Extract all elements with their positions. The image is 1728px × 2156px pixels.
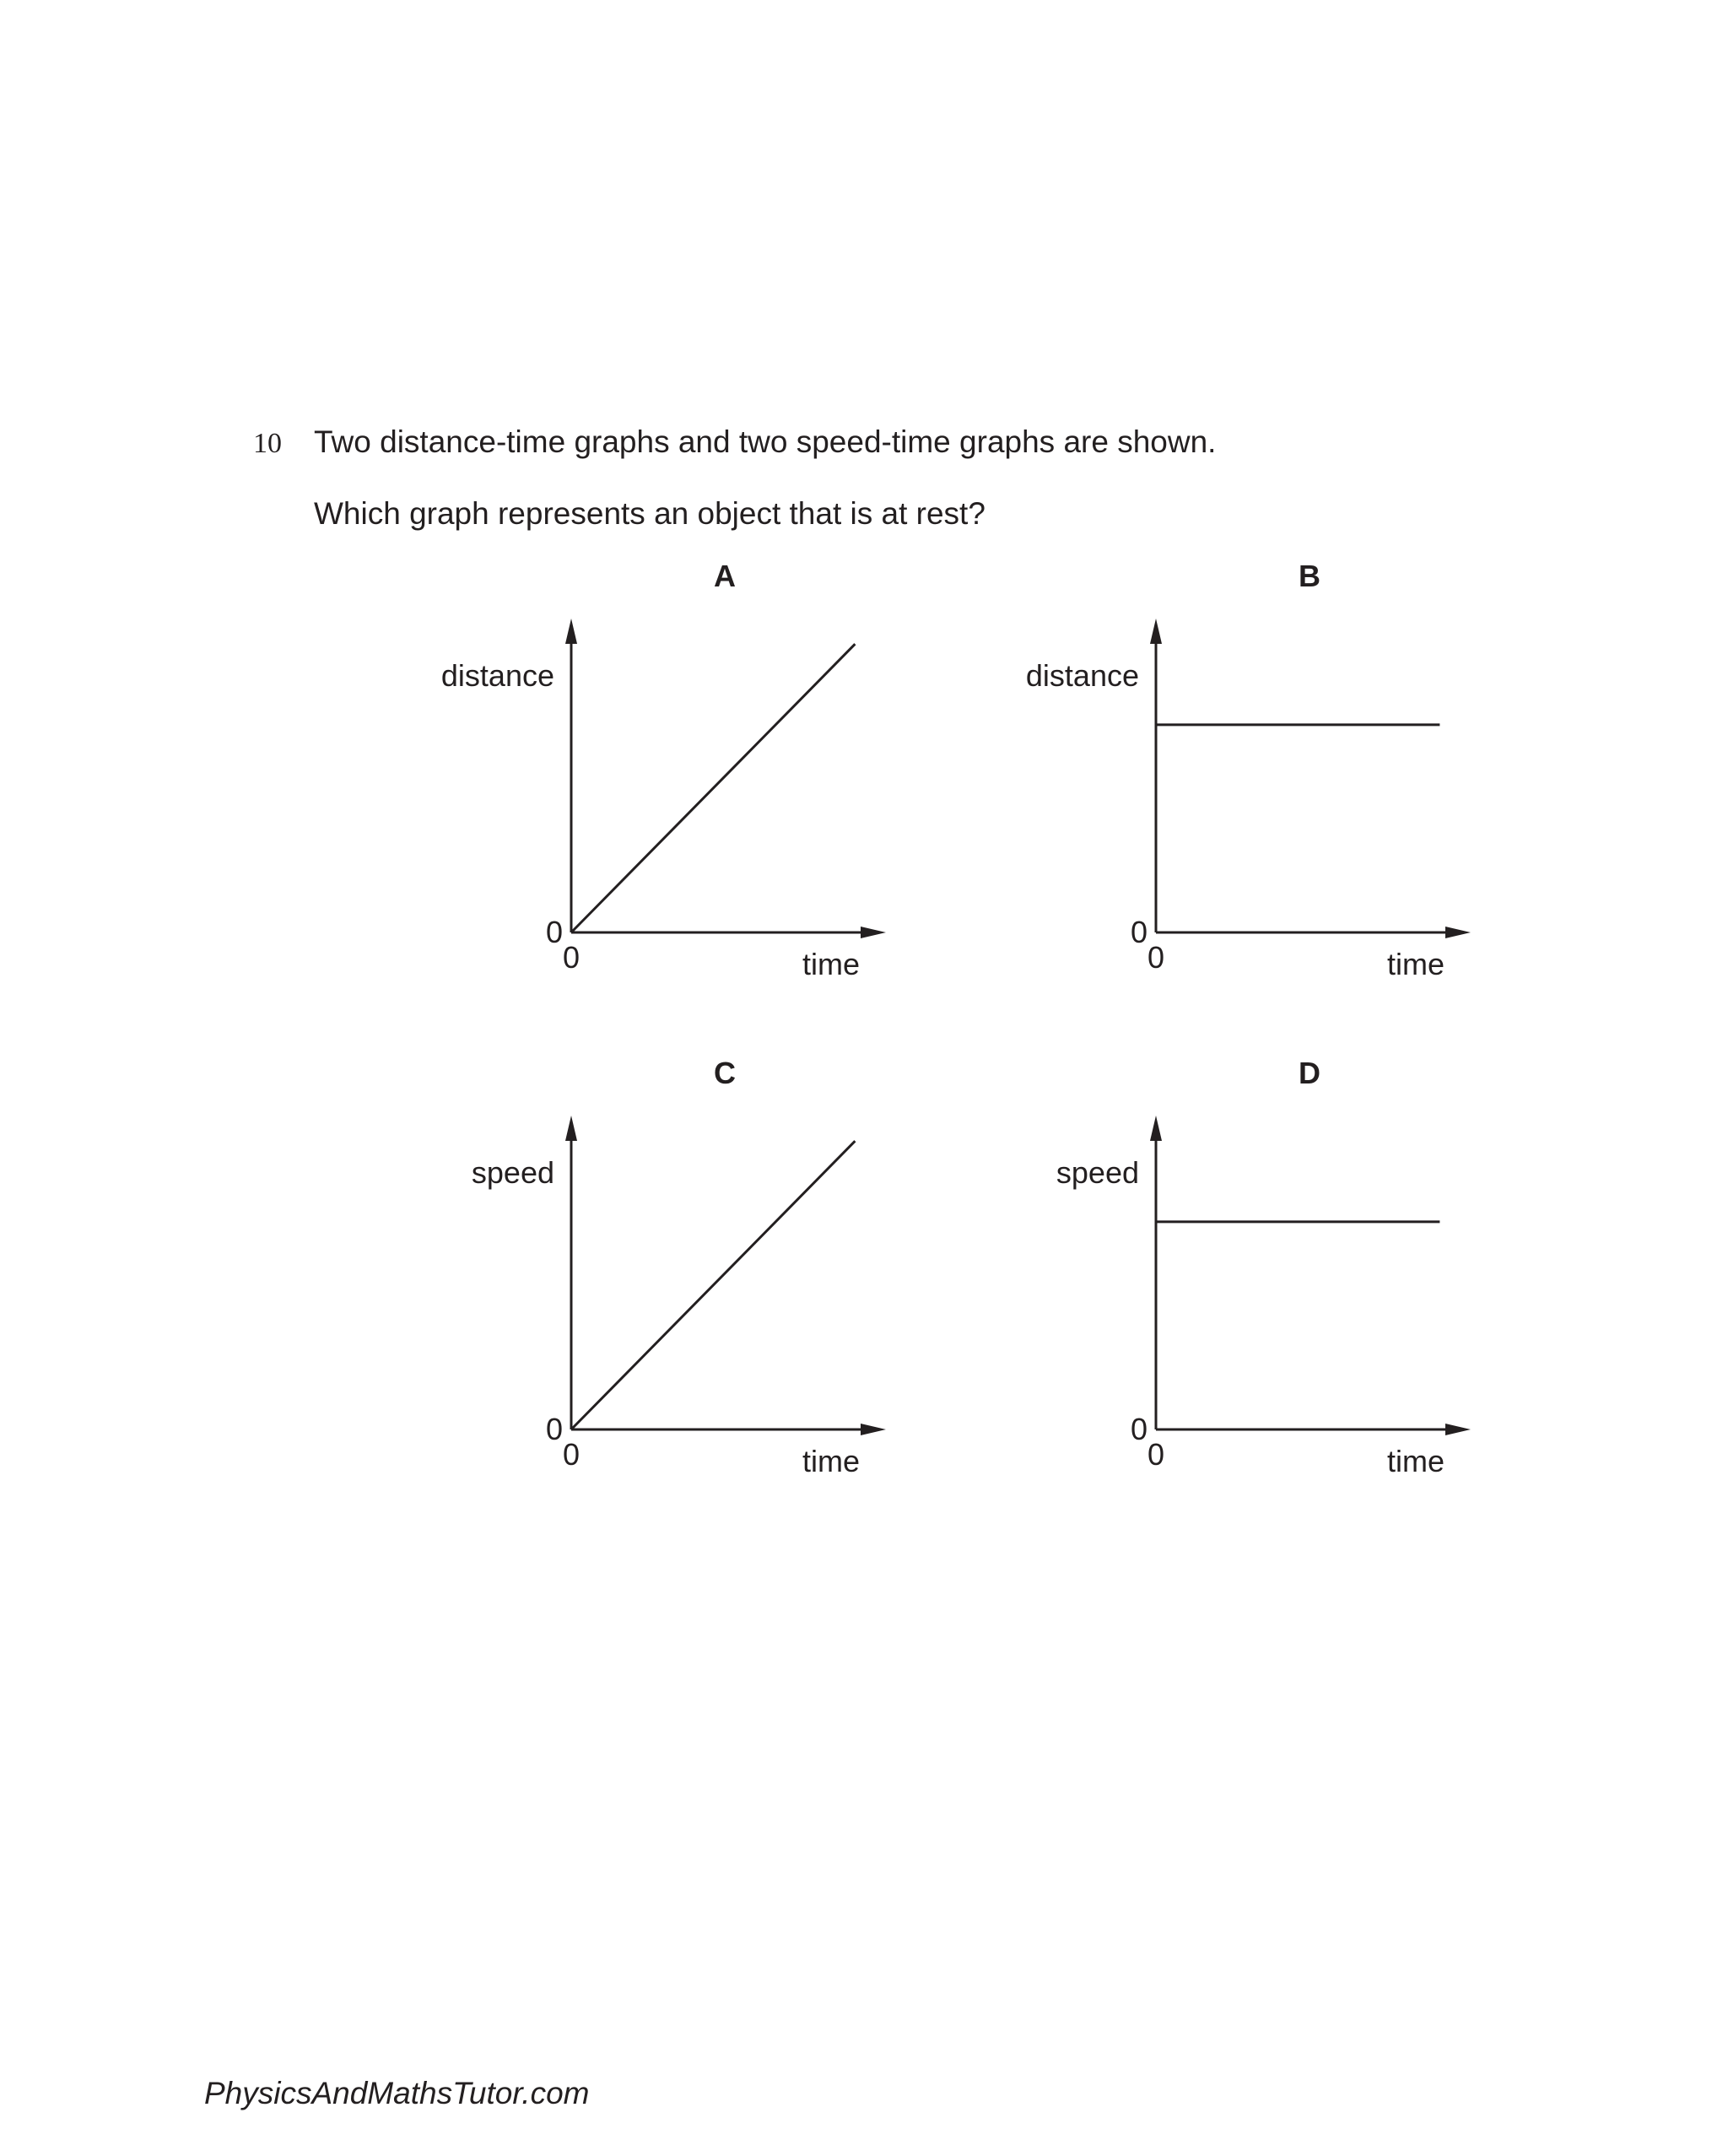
graph-b-title: B [1299, 559, 1320, 593]
question-number: 10 [253, 428, 282, 459]
graph-c-ylabel: speed [471, 1155, 554, 1190]
footer-watermark: PhysicsAndMathsTutor.com [204, 2076, 590, 2110]
graph-a-data-line [571, 644, 855, 932]
graph-a-xlabel: time [802, 947, 860, 981]
graph-c-y-origin-label: 0 [545, 1412, 563, 1446]
question-prompt: Which graph represents an object that is at rest? [314, 496, 986, 531]
graph-d-title: D [1299, 1056, 1320, 1090]
graph-a-x-axis-arrow [861, 927, 886, 938]
graph-a-x-origin-label: 0 [562, 940, 580, 975]
graph-a-title: A [714, 559, 736, 593]
graph-c-data-line [571, 1141, 855, 1429]
graph-d-x-axis-arrow [1445, 1424, 1471, 1435]
question-text: Two distance-time graphs and two speed-time graphs are shown. [314, 424, 1217, 459]
graph-c-x-origin-label: 0 [562, 1437, 580, 1472]
graph-b-x-axis-arrow [1445, 927, 1471, 938]
graph-b-y-origin-label: 0 [1130, 915, 1148, 949]
graph-c-x-axis-arrow [861, 1424, 886, 1435]
graph-c-title: C [714, 1056, 736, 1090]
graph-a-ylabel: distance [440, 658, 554, 693]
graph-d-xlabel: time [1386, 1444, 1444, 1478]
graph-d-y-axis-arrow [1150, 1116, 1162, 1141]
graph-b-ylabel: distance [1025, 658, 1139, 693]
graph-b-y-axis-arrow [1150, 619, 1162, 644]
graph-c-xlabel: time [802, 1444, 860, 1478]
graph-a-y-origin-label: 0 [545, 915, 563, 949]
graph-d-ylabel: speed [1056, 1155, 1139, 1190]
graph-d-y-origin-label: 0 [1130, 1412, 1148, 1446]
graph-d-x-origin-label: 0 [1147, 1437, 1165, 1472]
graph-b-xlabel: time [1386, 947, 1444, 981]
graph-a-y-axis-arrow [565, 619, 577, 644]
graph-b-x-origin-label: 0 [1147, 940, 1165, 975]
graph-c-y-axis-arrow [565, 1116, 577, 1141]
